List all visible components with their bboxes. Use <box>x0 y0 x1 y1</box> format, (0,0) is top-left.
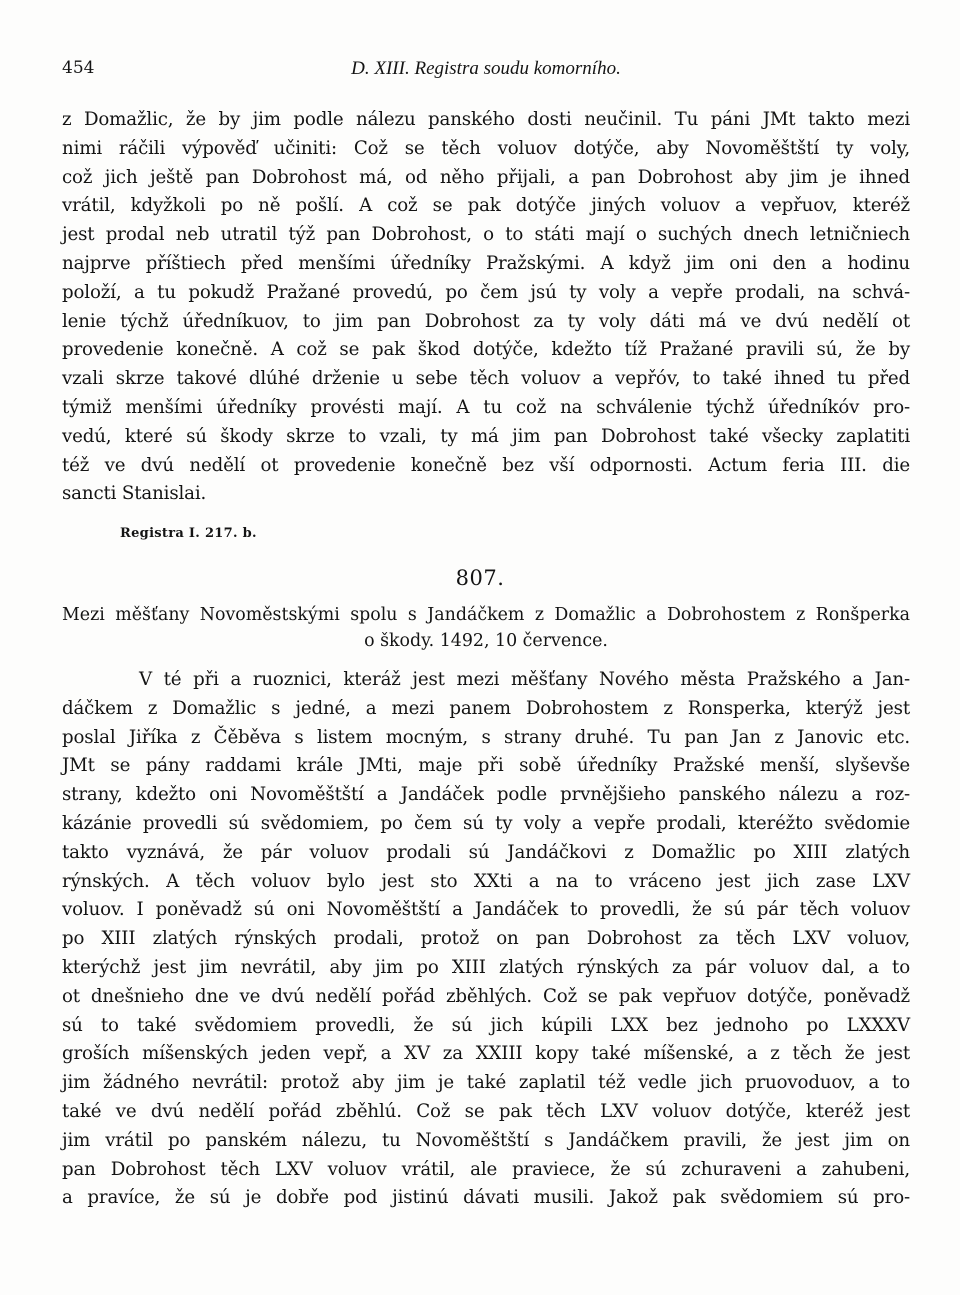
text-line: týmiž menšími úředníky provésti mají. A tu což na schválenie týchž úředníkóv pro- <box>62 396 910 418</box>
text-line: vedú, které sú škody skrze to vzali, ty má jim pan Dobrohost také všecky zaplatiti <box>62 425 910 447</box>
text-line: JMt se pány raddami krále JMti, maje při sobě úředníky Pražské menší, slyševše <box>62 755 910 777</box>
text-line: takto vyznává, že pár voluov prodali sú Jandáčkovi z Domažlic po XIII zlatých <box>62 841 910 863</box>
page-header <box>62 58 910 88</box>
text-line: lenie týchž úředníkuov, to jim pan Dobrohost za ty voly dáti má ve dvú nedělí ot <box>62 310 910 332</box>
text-line: sancti Stanislai. <box>62 483 207 505</box>
text-line: jest prodal neb utratil týž pan Dobrohost, o to státi mají o suchých dnech letničniech <box>62 224 910 246</box>
text-line: položí, a tu pokudž Pražané provedú, po čem jsú ty voly a vepře prodali, na schvá- <box>62 281 910 303</box>
text-line: jim žádného nevrátil: protož aby jim je také zaplatil též vedle jich pruovoduov, a to <box>62 1072 910 1094</box>
text-line: vzali skrze takové dlúhé drženie u sebe těch voluov a vepřóv, to také ihned tu před <box>62 368 910 390</box>
text-line: ot dnešnieho dne ve dvú nedělí pořád zběhlých. Což se pak vepřuov dotýče, poněvadž <box>62 985 910 1007</box>
text-line: nimi ráčili výpověď učiniti: Což se těch voluov dotýče, aby Novoměštští ty voly, <box>62 137 910 159</box>
text-line: kterýchž jest jim nevrátil, aby jim po XIII zlatých rýnských za pár voluov dal, a to <box>62 956 910 978</box>
text-line: najprve příštiech před menšími úředníky Pražskými. A když jim oni den a hodinu <box>62 252 910 274</box>
running-title: D. XIII. Registra soudu komorního. <box>351 58 621 79</box>
page-number: 454 <box>62 58 95 78</box>
text-line: pan Dobrohost těch LXV voluov vrátil, ale praviece, že sú zchuraveni a zahubeni, <box>62 1158 910 1180</box>
text-line: sú to také svědomiem provedli, že sú jich kúpili LXX bez jednoho po LXXXV <box>62 1014 910 1036</box>
text-line: kázánie provedli sú svědomiem, po čem sú ty voly a vepře prodali, kteréžto svědomie <box>62 812 910 834</box>
text-line: voluov. I poněvadž sú oni Novoměštští a Jandáček to provedli, že sú pár těch voluov <box>62 899 910 921</box>
text-line: a pravíce, že sú je dobře pod jistinú dávati musili. Jakož pak svědomiem sú pro- <box>62 1187 910 1209</box>
text-line: rýnských. A těch voluov bylo jest sto XXti a na to vráceno jest jich zase LXV <box>62 870 910 892</box>
text-line: jim vrátil po panském nálezu, tu Novoměštští s Jandáčkem pravili, že jest jim on <box>62 1129 910 1151</box>
text-line: groších míšenských jeden vepř, a XV za XXIII kopy také míšenské, a z těch že jest <box>62 1043 910 1065</box>
document-number: 807. <box>455 566 505 590</box>
text-line: poslal Jiříka z Čěběva s listem mocným, s strany druhé. Tu pan Jan z Janovic etc. <box>62 726 910 748</box>
text-line: vrátil, kdyžkoli po ně pošlí. A což se pak dotýče jiných voluov a vepřuov, kteréž <box>62 195 910 217</box>
text-line: z Domažlic, že by jim podle nálezu panského dosti neučinil. Tu páni JMt takto mezi <box>62 109 910 130</box>
source-reference: Registra I. 217. b. <box>120 526 257 541</box>
text-line: strany, kdežto oni Novoměštští a Jandáček podle prvnějšieho panského nálezu a roz- <box>62 784 910 806</box>
summary-line: Mezi měšťany Novoměstskými spolu s Jandáčkem z Domažlic a Dobrohostem z Ronšperka <box>62 605 910 625</box>
text-line: též ve dvú nedělí ot provedenie konečně bez vší odpornosti. Actum feria III. die <box>62 454 910 476</box>
text-line: V té při a ruoznici, kteráž jest mezi měšťany Nového města Pražského a Jan- <box>139 669 910 690</box>
text-line: také ve dvú nedělí pořád zběhlú. Což se pak těch LXV voluov dotýče, kteréž jest <box>62 1100 910 1122</box>
text-line: což jich ještě pan Dobrohost má, od něho přijali, a pan Dobrohost aby jim je ihned <box>62 166 910 188</box>
continued-paragraph <box>62 106 910 509</box>
document-body <box>62 666 910 1213</box>
text-line: provedenie konečně. A což se pak škod dotýče, kdežto tíž Pražané pravili sú, že by <box>62 339 910 361</box>
text-line: po XIII zlatých rýnských prodali, protož on pan Dobrohost za těch LXV voluov, <box>62 928 910 950</box>
summary-line: o škody. 1492, 10 července. <box>364 631 608 651</box>
text-line: dáčkem z Domažlic s jedné, a mezi panem Dobrohostem z Ronsperka, kterýž jest <box>62 697 910 719</box>
document-summary <box>62 602 910 654</box>
